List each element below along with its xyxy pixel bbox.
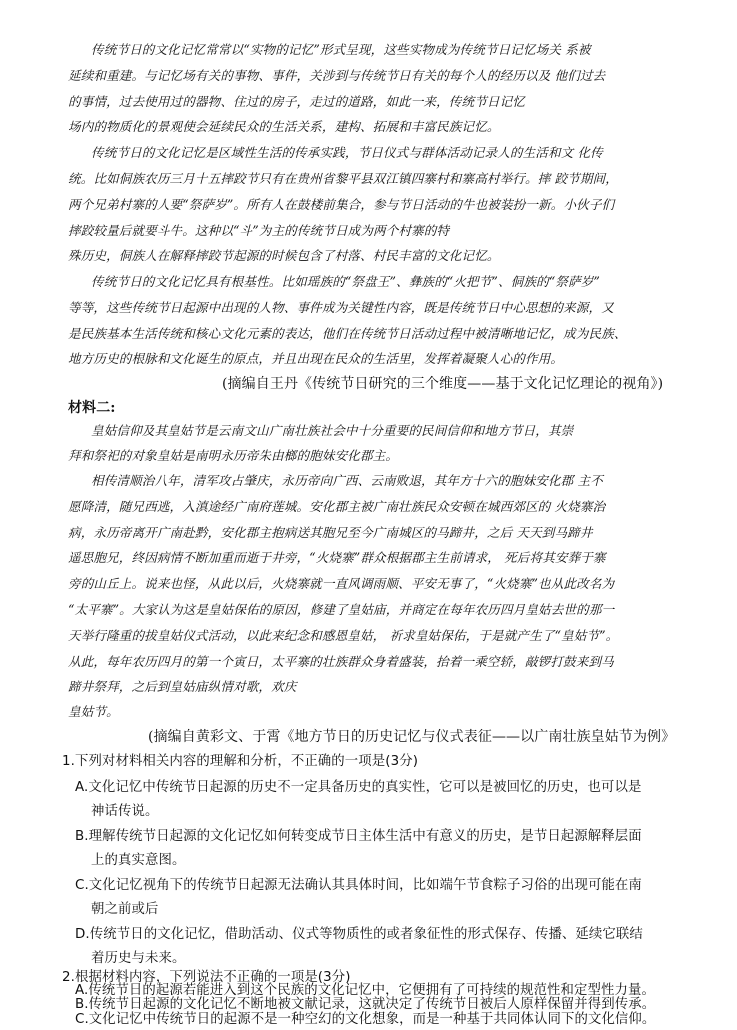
paragraph-line: 摔跤较量后就要斗牛。这种以“斗”为主的传统节日成为两个村寨的特 [68,223,450,238]
option-b[interactable]: B.理解传统节日起源的文化记忆如何转变成节日主体生活中有意义的历史，是节日起源解释层面 [75,829,642,844]
option-d-continued: 着历史与未来。 [91,951,186,966]
paragraph-line: 蹄井祭拜，之后到皇姑庙纵情对歌，欢庆 [68,679,297,694]
option-b[interactable]: B.传统节日起源的文化记忆不断地被文献记录，这就决定了传统节日被后人原样保留并得到传承。 [75,997,656,1013]
paragraph-line: 统。比如侗族农历三月十五摔跤节只有在贵州省黎平县双江镇四寨村和寨高村举行。摔 跤节期间， [68,171,618,186]
paragraph-line: 皇姑节。 [68,704,119,719]
source-citation: (摘编自王丹《传统节日研究的三个维度——基于文化记忆理论的视角》) [222,376,664,392]
question-stem: 2.根据材料内容，下列说法不正确的一项是(3分) [62,969,351,985]
paragraph-line: 传统节日的文化记忆是区域性生活的传承实践，节日仪式与群体活动记录人的生活和文 化传 [91,145,603,160]
option-c[interactable]: C.文化记忆中传统节日的起源不是一种空幻的文化想象，而是一种基于共同体认同下的文化信仰。 [75,1011,656,1027]
question-stem: 1.下列对材料相关内容的理解和分析，不正确的一项是(3分) [62,754,419,769]
option-a[interactable]: A.文化记忆中传统节日起源的历史不一定具备历史的真实性，它可以是被回忆的历史，也可以是 [75,780,642,795]
material-heading: 材料二: [68,400,116,416]
paragraph-line: 等等，这些传统节日起源中出现的人物、事件成为关键性内容，既是传统节日中心思想的来源，又 [68,300,614,315]
paragraph-line: “太平寨”。大家认为这是皇姑保佑的原因，修建了皇姑庙，并商定在每年农历四月皇姑去世的那一 [68,602,615,617]
paragraph-line: 拜和祭祀的对象皇姑是南明永历帝朱由榔的胞妹安化郡主。 [68,448,399,463]
option-b-continued: 上的真实意图。 [91,853,186,868]
paragraph-line: 地方历史的根脉和文化诞生的原点，并且出现在民众的生活里，发挥着凝聚人心的作用。 [68,351,564,366]
option-c-continued: 朝之前或后 [91,902,159,917]
paragraph-line: 天举行隆重的拔皇姑仪式活动，以此来纪念和感恩皇姑， 祈求皇姑保佑，于是就产生了“皇姑节”。 [68,628,619,643]
paragraph-line: 从此，每年农历四月的第一个寅日，太平寨的壮族群众身着盛装，抬着一乘空轿，敲锣打鼓来到马 [68,654,614,669]
paragraph-line: 病，永历帝离开广南赴黔，安化郡主抱病送其胞兄至今广南城区的马蹄井，之后 天天到马蹄井 [68,525,593,540]
paragraph-line: 皇姑信仰及其皇姑节是云南文山广南壮族社会中十分重要的民间信仰和地方节日，其崇 [91,423,574,438]
paragraph-line: 遥思胞兄，终因病情不断加重而逝于井旁，“火烧寨”群众根据郡主生前请求， 死后将其安葬于寨 [68,550,606,565]
option-c[interactable]: C.文化记忆视角下的传统节日起源无法确认其具体时间，比如端午节食粽子习俗的出现可能在南 [75,878,642,893]
paragraph-line: 殊历史，侗族人在解释摔跤节起源的时候包含了村落、村民丰富的文化记忆。 [68,248,500,263]
paragraph-line: 愿降清，随兄西逃，入滇途经广南府莲城。安化郡主被广南壮族民众安顿在城西郊区的 火烧寨治 [68,499,606,514]
paragraph-line: 是民族基本生活传统和核心文化元素的表达，他们在传统节日活动过程中被清晰地记忆，成为民族、 [68,326,627,341]
paragraph-line: 传统节日的文化记忆常常以“实物的记忆”形式呈现，这些实物成为传统节日记忆场关 系被 [91,42,591,57]
paragraph-line: 传统节日的文化记忆具有根基性。比如瑶族的“祭盘王”、彝族的“火把节”、侗族的“祭萨岁” [91,274,600,289]
paragraph-line: 两个兄弟村寨的人要“祭萨岁”。所有人在鼓楼前集合，参与节日活动的牛也被装扮一新。小伙子们 [68,197,615,212]
option-d[interactable]: D.传统节日的文化记忆，借助活动、仪式等物质性的或者象征性的形式保存、传播、延续它联结 [75,927,643,942]
option-a-continued: 神话传说。 [91,804,159,819]
paragraph-line: 延续和重建。与记忆场有关的事物、事件，关涉到与传统节日有关的每个人的经历以及 他们过去 [68,68,606,83]
source-citation: (摘编自黄彩文、于霄《地方节日的历史记忆与仪式表征——以广南壮族皇姑节为例》 [148,729,676,745]
option-a[interactable]: A.传统节日的起源若能进入到这个民族的文化记忆中，它便拥有了可持续的规范性和定型性力量。 [75,983,655,998]
paragraph-line: 的事情，过去使用过的器物、住过的房子，走过的道路，如此一来，传统节日记忆 [68,94,525,109]
paragraph-line: 相传清顺治八年，清军攻占肇庆，永历帝向广西、云南败退，其年方十六的胞妹安化郡 主不 [91,473,603,488]
paragraph-line: 旁的山丘上。说来也怪，从此以后，火烧寨就一直风调雨顺、平安无事了，“火烧寨”也从此改名为 [68,576,615,591]
paragraph-line: 场内的物质化的景观使会延续民众的生活关系，建构、拓展和丰富民族记忆。 [68,119,500,134]
